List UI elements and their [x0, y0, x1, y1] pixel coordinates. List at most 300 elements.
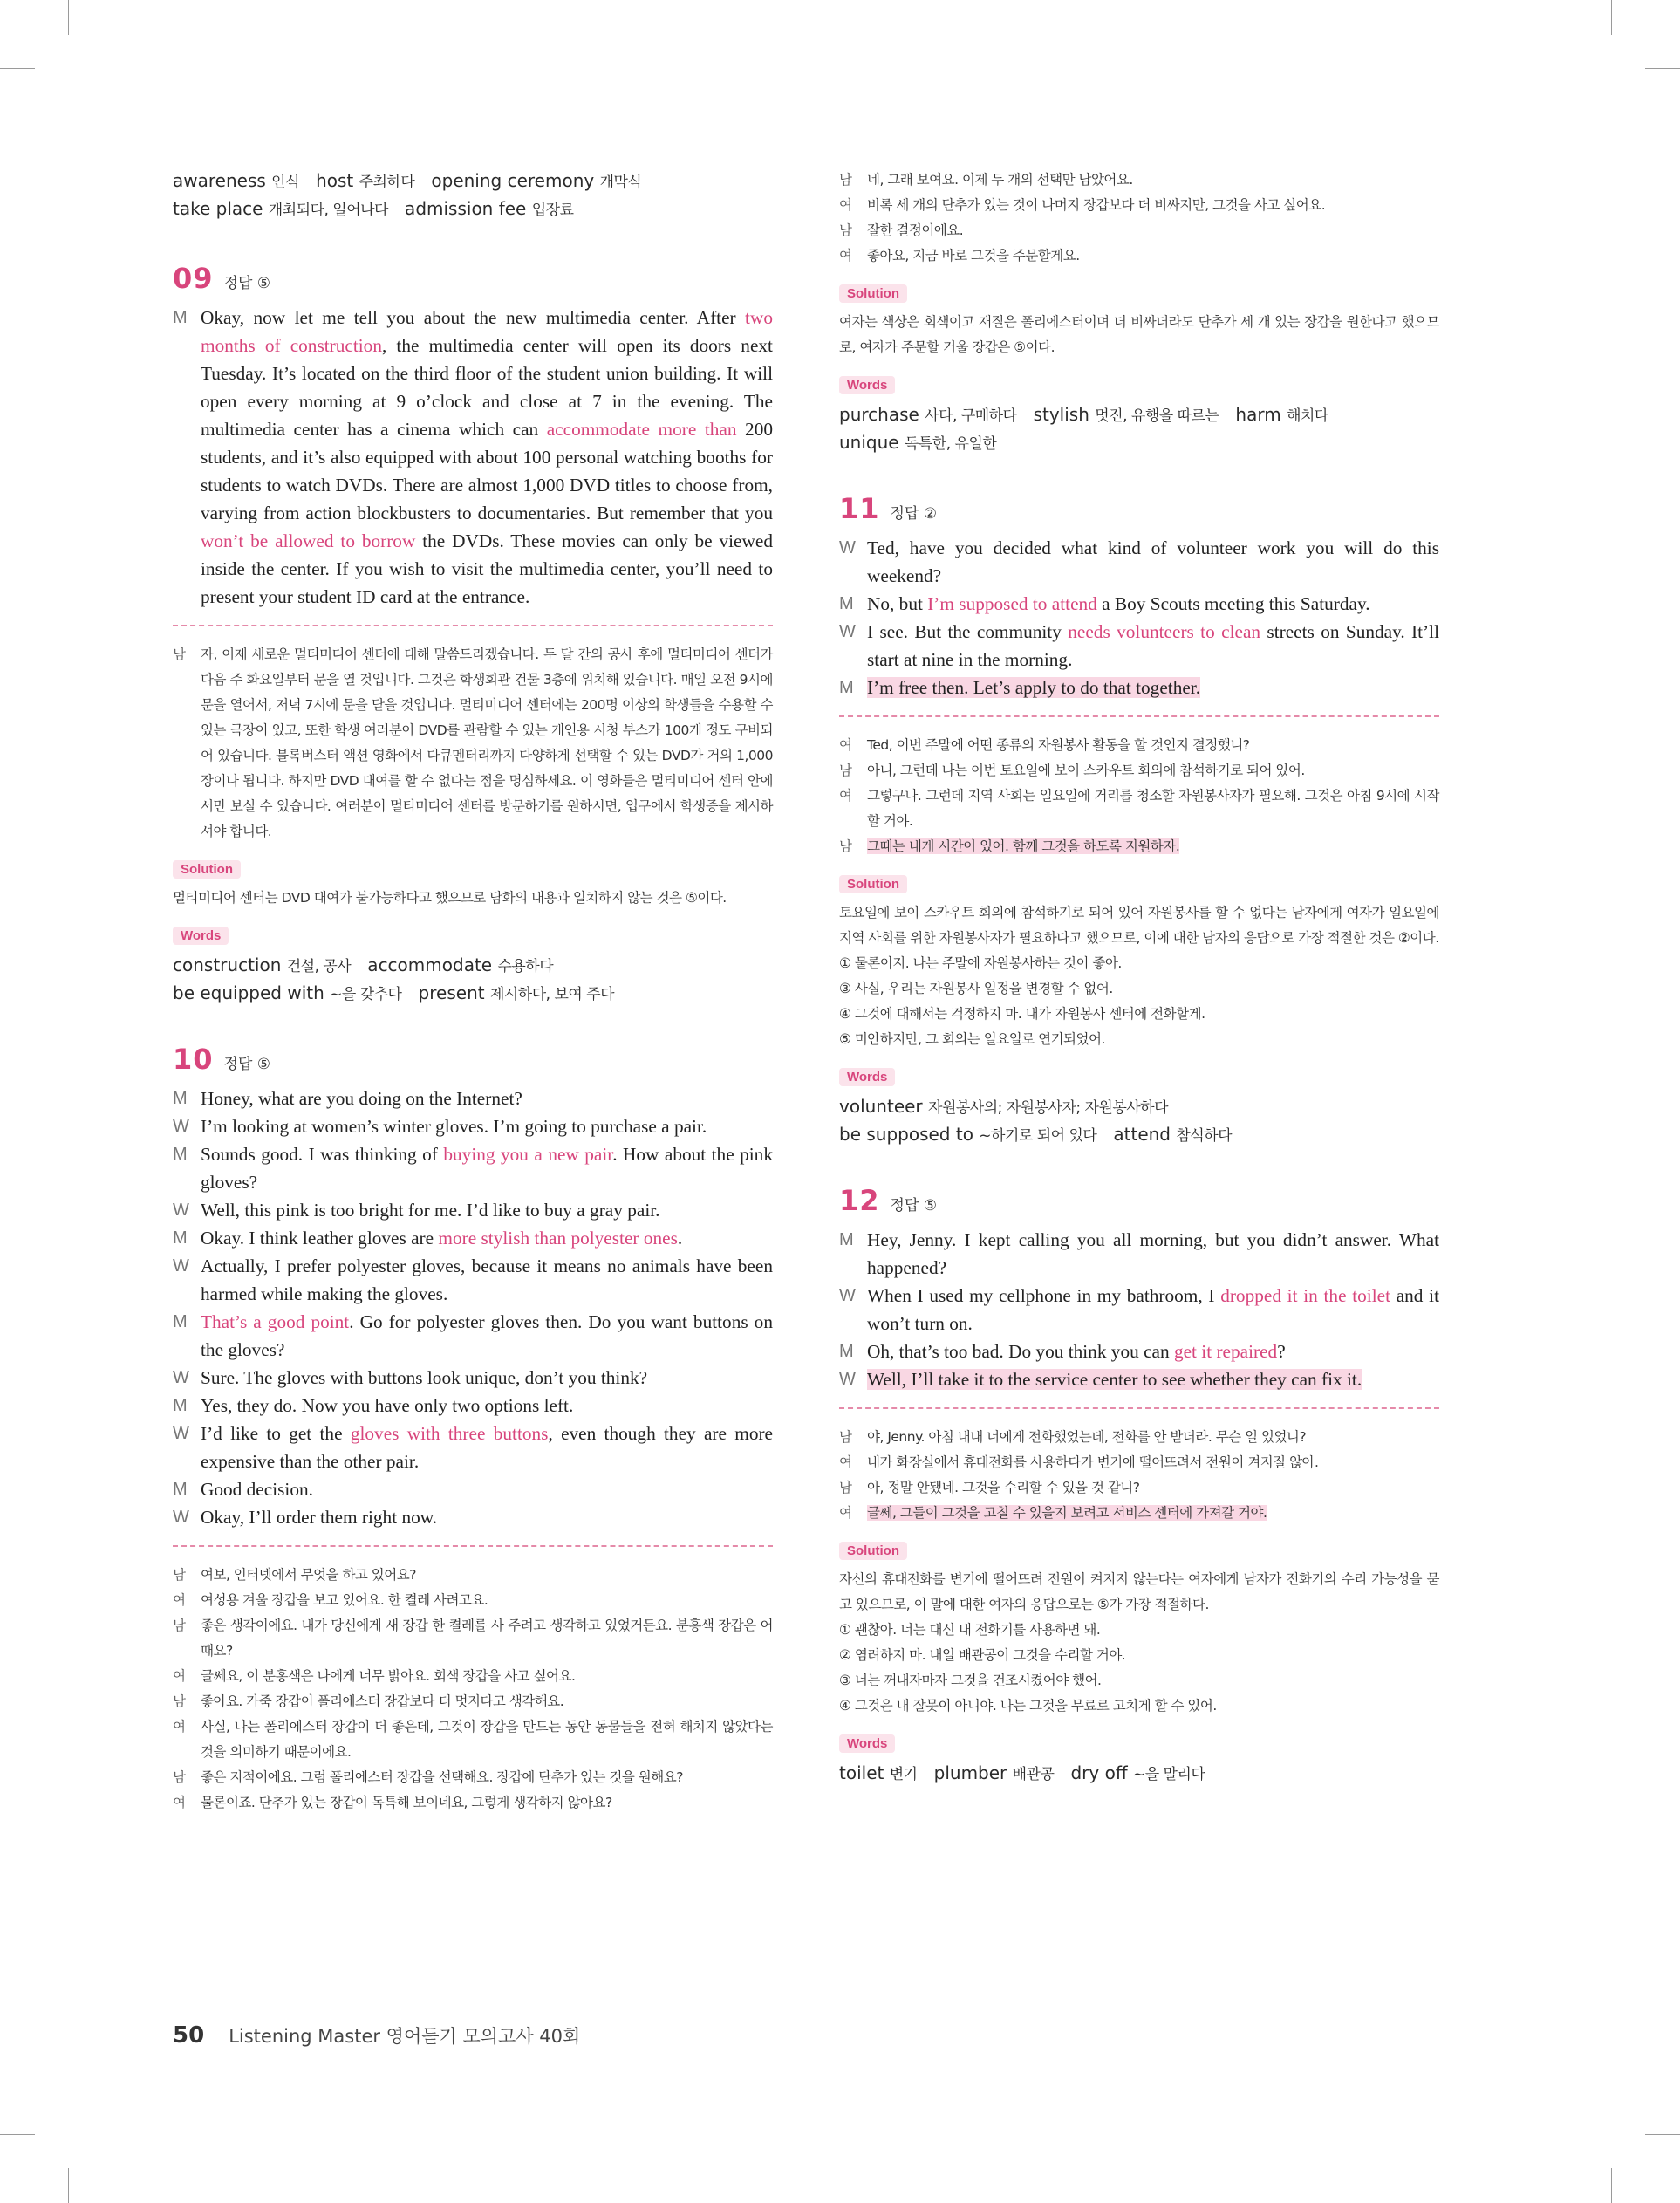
term: volunteer	[839, 1096, 929, 1117]
definition: 수용하다	[497, 958, 554, 975]
term: plumber	[917, 1762, 1013, 1783]
speaker-label: 여	[839, 1505, 852, 1521]
dialog-line	[839, 1338, 1439, 1365]
solution-text: 자신의 휴대전화를 변기에 떨어뜨려 전원이 켜지지 않는다는 여자에게 남자가 전화기의 수리 가능성을 묻고 있으므로, 이 말에 대한 여자의 응답으로는 ⑤가 가장 적절하다.	[839, 1571, 1439, 1612]
text-run: I see. But the community	[867, 621, 1069, 642]
line-text	[867, 783, 1439, 834]
highlighted-answer: I’m free then. Let’s apply to do that together.	[867, 677, 1201, 698]
speaker-label: M	[173, 1145, 188, 1164]
speaker-label: 남	[839, 222, 852, 238]
text-run: , even though they are more expensive than the other pair.	[201, 1423, 774, 1472]
text-run: and it won’t turn on.	[867, 1285, 1440, 1334]
dashed-divider	[173, 1545, 773, 1547]
term: present	[401, 982, 490, 1003]
question-number: 11	[839, 492, 880, 525]
text-run: Yes, they do. Now you have only two options left.	[201, 1395, 574, 1416]
line-text	[867, 243, 1439, 269]
definition: 사다, 구매하다	[925, 407, 1017, 425]
key-phrase: gloves with three buttons	[350, 1423, 549, 1444]
term: unique	[839, 432, 905, 453]
vocab-line	[173, 980, 773, 1008]
vocab-list	[173, 168, 773, 223]
dialog-line	[173, 1364, 773, 1392]
dialog-line	[839, 168, 1439, 193]
page-footer	[173, 2022, 580, 2049]
line-text	[201, 1588, 773, 1613]
text-run: Okay, I’ll order them right now.	[201, 1507, 438, 1528]
dialog-line	[173, 1084, 773, 1112]
dialog-line	[173, 1613, 773, 1664]
vocab-line	[839, 1760, 1439, 1788]
book-title: Listening Master 영어듣기 모의고사 40회	[229, 2026, 581, 2047]
words-tag: Words	[839, 1068, 895, 1086]
answer-label: 정답 ⑤	[223, 275, 271, 292]
text-run: 네, 그래 보여요. 이제 두 개의 선택만 남았어요.	[867, 172, 1133, 188]
text-run: Sounds good. I was thinking of	[201, 1144, 444, 1165]
speaker-label: W	[173, 1117, 189, 1136]
line-text	[201, 1252, 773, 1308]
term: construction	[173, 954, 287, 975]
speaker-label: 남	[173, 647, 186, 662]
line-text	[201, 642, 773, 845]
solution-text: 여자는 색상은 회색이고 재질은 폴리에스터이며 더 비싸더라도 단추가 세 개 있는 장갑을 원한다고 했으므로, 여자가 주문할 거울 장갑은 ⑤이다.	[839, 314, 1439, 355]
text-run: 내가 화장실에서 휴대전화를 사용하다가 변기에 떨어뜨려서 전원이 켜지질 않아.	[867, 1454, 1319, 1470]
speaker-label: 남	[173, 1769, 186, 1785]
definition: ~을 갖추다	[330, 986, 402, 1003]
text-run: , the multimedia center will open its doors next Tuesday. It’s located on the third floor of the student union building. It will open every morning at 9 o’clock and close at 7 in the evening. The multimedia center has a cinema which can	[201, 335, 773, 440]
vocab-line	[839, 401, 1439, 429]
speaker-label: M	[839, 678, 854, 697]
term: purchase	[839, 404, 925, 425]
definition: 개막식	[599, 174, 642, 191]
text-run: 물론이죠. 단추가 있는 장갑이 독특해 보이네요, 그렇게 생각하지 않아요?	[201, 1795, 612, 1810]
dialog-line	[839, 758, 1439, 783]
definition: 입장료	[531, 202, 574, 219]
solution-text: 토요일에 보이 스카우트 회의에 참석하기로 되어 있어 자원봉사를 할 수 없다는 남자에게 여자가 일요일에 지역 사회를 위한 자원봉사자가 필요하다고 했으므로, 이에 대한 남자의 응답으로 가장 적절한 것은 ②이다.	[839, 905, 1439, 946]
key-phrase: dropped it in the toilet	[1220, 1285, 1390, 1306]
solution-tag: Solution	[839, 875, 907, 893]
dialog-line	[173, 1112, 773, 1140]
line-text	[867, 618, 1439, 674]
dialog-line	[173, 1664, 773, 1689]
line-text	[867, 1450, 1439, 1475]
question-number: 12	[839, 1184, 880, 1217]
speaker-label: 여	[839, 1454, 852, 1470]
dialog-line	[839, 1501, 1439, 1526]
dialog-line	[839, 590, 1439, 618]
line-text	[201, 1664, 773, 1689]
text-run: .	[677, 1228, 683, 1249]
speaker-label: M	[173, 1228, 188, 1248]
line-text	[867, 1282, 1439, 1338]
dialog-line	[173, 1765, 773, 1790]
text-run: 아, 정말 안됐네. 그것을 수리할 수 있을 것 같니?	[867, 1480, 1140, 1495]
korean-translation	[173, 1563, 773, 1816]
key-phrase: two months of construction	[201, 307, 773, 356]
speaker-label: W	[173, 1368, 189, 1387]
text-run: 여보, 인터넷에서 무엇을 하고 있어요?	[201, 1567, 416, 1583]
line-text	[201, 1689, 773, 1714]
text-run: 자, 이제 새로운 멀티미디어 센터에 대해 말씀드리겠습니다. 두 달 간의 공사 후에 멀티미디어 센터가 다음 주 화요일부터 문을 열 것입니다. 그것은 학생회관 건물 3층에 위치해 있습니다. 매일 오전 9시에 문을 열어서, 저녁 7시에 문을 닫을 것입니다. 멀티미디어 센터에는 200명 이상의 학생들을 수용할 수 있는 극장이 있고, 또한 학생 여러분이 DVD를 관람할 수 있는 개인용 시청 부스가 100개 정도 구비되어 있습니다. 블록버스터 액션 영화에서 다큐멘터리까지 다양하게 선택할 수 있는 DVD가 거의 1,000장이나 됩니다. 하지만 DVD 대여를 할 수 없다는 점을 명심하세요. 이 영화들은 멀티미디어 센터 안에서만 보실 수 있습니다. 여러분이 멀티미디어 센터를 방문하기를 원하시면, 입구에서 학생증을 제시하셔야 합니다.	[201, 647, 773, 839]
speaker-label: 남	[839, 172, 852, 188]
text-run: Actually, I prefer polyester gloves, because it means no animals have been harmed while making the gloves.	[201, 1255, 773, 1304]
term: opening ceremony	[414, 170, 600, 191]
words-tag: Words	[839, 1734, 895, 1753]
dialogue-transcript	[839, 534, 1439, 701]
line-text	[867, 1501, 1439, 1526]
speaker-label: 남	[839, 838, 852, 854]
dialog-line	[173, 1308, 773, 1364]
dashed-divider	[173, 625, 773, 626]
term: host	[299, 170, 359, 191]
line-text	[201, 1790, 773, 1816]
dialog-line	[839, 618, 1439, 674]
speaker-label: 여	[839, 737, 852, 753]
line-text	[201, 1140, 773, 1196]
definition: ~을 말리다	[1132, 1766, 1205, 1783]
text-run: No, but	[867, 593, 928, 614]
dialog-line	[839, 1226, 1439, 1282]
speaker-label: 여	[173, 1668, 186, 1684]
question-11-header	[839, 492, 1439, 525]
dialog-line	[839, 783, 1439, 834]
text-run: . Go for polyester gloves then. Do you want buttons on the gloves?	[201, 1311, 773, 1360]
vocab-line	[839, 429, 1439, 457]
speaker-label: 남	[839, 1429, 852, 1445]
key-phrase: That’s a good point	[201, 1311, 350, 1332]
text-run: 아니, 그런데 나는 이번 토요일에 보이 스카우트 회의에 참석하기로 되어 있어.	[867, 763, 1305, 778]
dialog-line	[173, 1790, 773, 1816]
crop-mark	[1611, 2168, 1612, 2203]
dialog-line	[173, 1563, 773, 1588]
text-run: Well, this pink is too bright for me. I’d like to buy a gray pair.	[201, 1200, 660, 1221]
dialog-line	[173, 642, 773, 845]
dialog-line	[173, 304, 773, 611]
term: accommodate	[351, 954, 498, 975]
crop-mark	[0, 2134, 35, 2135]
answer-option: ③ 너는 꺼내자마자 그것을 건조시켰어야 했어.	[839, 1673, 1102, 1688]
text-run: 비록 세 개의 단추가 있는 것이 나머지 장갑보다 더 비싸지만, 그것을 사고 싶어요.	[867, 197, 1326, 213]
line-text	[867, 534, 1439, 590]
term: be equipped with	[173, 982, 331, 1003]
line-text	[867, 590, 1439, 618]
dialogue-transcript	[173, 304, 773, 611]
dialog-line	[173, 1503, 773, 1531]
answer-option: ① 물론이지. 나는 주말에 자원봉사하는 것이 좋아.	[839, 955, 1122, 971]
dialog-line	[173, 1588, 773, 1613]
speaker-label: 여	[173, 1795, 186, 1810]
line-text	[201, 1392, 773, 1420]
crop-mark	[0, 68, 35, 69]
dialogue-transcript	[173, 1084, 773, 1531]
term: admission fee	[387, 198, 532, 219]
highlighted-answer: 글쎄, 그들이 그것을 고칠 수 있을지 보려고 서비스 센터에 가져갈 거야.	[867, 1505, 1267, 1521]
dialog-line	[173, 1196, 773, 1224]
speaker-label: W	[173, 1201, 189, 1220]
crop-mark	[1645, 2134, 1680, 2135]
term: take place	[173, 198, 269, 219]
speaker-label: 여	[839, 788, 852, 804]
line-text	[867, 674, 1439, 701]
text-run: Okay, now let me tell you about the new multimedia center. After	[201, 307, 746, 328]
definition: 제시하다, 보여 주다	[489, 986, 615, 1003]
text-run: Ted, 이번 주말에 어떤 종류의 자원봉사 활동을 할 것인지 결정했니?	[867, 737, 1250, 753]
words-list	[173, 952, 773, 1008]
key-phrase: more stylish than polyester ones	[438, 1228, 678, 1249]
question-number: 09	[173, 262, 214, 295]
text-run: I’d like to get the	[201, 1423, 351, 1444]
crop-mark	[1611, 0, 1612, 35]
dialog-line	[173, 1140, 773, 1196]
question-09-header	[173, 262, 773, 295]
answer-option: ② 염려하지 마. 내일 배관공이 그것을 수리할 거야.	[839, 1647, 1126, 1663]
definition: 자원봉사의; 자원봉사자; 자원봉사하다	[928, 1099, 1169, 1117]
term: toilet	[839, 1762, 890, 1783]
line-text	[201, 1224, 773, 1252]
speaker-label: 여	[839, 197, 852, 213]
crop-mark	[68, 2168, 69, 2203]
speaker-label: 여	[839, 248, 852, 263]
dialog-line	[839, 534, 1439, 590]
text-run: Sure. The gloves with buttons look unique, don’t you think?	[201, 1367, 648, 1388]
text-run: 그렇구나. 그런데 지역 사회는 일요일에 거리를 청소할 자원봉사자가 필요해. 그것은 아침 9시에 시작할 거야.	[867, 788, 1439, 829]
text-run: 200 students, and it’s also equipped with about 100 personal watching booths for students to watch DVDs. There are almost 1,000 DVD titles to choose from, varying from action blockbusters to documentaries. But remember that you	[201, 419, 773, 523]
speaker-label: 남	[173, 1693, 186, 1709]
key-phrase: won’t be allowed to borrow	[201, 530, 416, 551]
line-text	[201, 1084, 773, 1112]
text-run: 좋은 생각이에요. 내가 당신에게 새 장갑 한 켤레를 사 주려고 생각하고 있었거든요. 분홍색 장갑은 어때요?	[201, 1618, 773, 1659]
line-text	[867, 168, 1439, 193]
right-column	[839, 168, 1439, 1788]
text-run: Hey, Jenny. I kept calling you all morning, but you didn’t answer. What happened?	[867, 1229, 1439, 1278]
speaker-label: W	[173, 1256, 189, 1276]
vocab-line	[173, 195, 773, 223]
text-run: When I used my cellphone in my bathroom, I	[867, 1285, 1221, 1306]
definition: ~하기로 되어 있다	[979, 1127, 1097, 1145]
dialog-line	[839, 218, 1439, 243]
term: dry off	[1054, 1762, 1133, 1783]
dialogue-transcript	[839, 1226, 1439, 1393]
text-run: Good decision.	[201, 1479, 313, 1500]
line-text	[867, 1425, 1439, 1450]
left-column	[173, 168, 773, 1816]
text-run: 좋은 지적이에요. 그럼 폴리에스터 장갑을 선택해요. 장갑에 단추가 있는 것을 원해요?	[201, 1769, 683, 1785]
dialog-line	[173, 1420, 773, 1475]
solution-text: 멀티미디어 센터는 DVD 대여가 불가능하다고 했으므로 담화의 내용과 일치하지 않는 것은 ⑤이다.	[173, 890, 727, 906]
words-list	[839, 401, 1439, 457]
line-text	[201, 1613, 773, 1664]
dialog-line	[839, 1282, 1439, 1338]
answer-options	[839, 1618, 1439, 1719]
dashed-divider	[839, 1407, 1439, 1409]
speaker-label: W	[173, 1424, 189, 1443]
text-run: 여성용 겨울 장갑을 보고 있어요. 한 켤레 사려고요.	[201, 1592, 488, 1608]
term: attend	[1096, 1124, 1177, 1145]
key-phrase: I’m supposed to attend	[927, 593, 1097, 614]
dialog-line	[839, 1450, 1439, 1475]
speaker-label: 여	[173, 1719, 186, 1734]
answer-option: ① 괜찮아. 너는 대신 내 전화기를 사용하면 돼.	[839, 1622, 1101, 1638]
answer-options	[839, 951, 1439, 1052]
words-list	[839, 1093, 1439, 1149]
speaker-label: M	[173, 1396, 188, 1415]
dialog-line	[839, 1425, 1439, 1450]
korean-translation	[839, 733, 1439, 859]
text-run: Oh, that’s too bad. Do you think you can	[867, 1341, 1174, 1362]
term: stylish	[1016, 404, 1096, 425]
korean-translation	[173, 642, 773, 845]
term: be supposed to	[839, 1124, 980, 1145]
answer-label: 정답 ②	[890, 505, 938, 523]
crop-mark	[1645, 68, 1680, 69]
line-text	[201, 1364, 773, 1392]
definition: 배관공	[1012, 1766, 1055, 1783]
line-text	[867, 193, 1439, 218]
line-text	[201, 1420, 773, 1475]
key-phrase: accommodate more than	[546, 419, 737, 440]
crop-mark	[68, 0, 69, 35]
definition: 멋진, 유행을 따르는	[1095, 407, 1219, 425]
speaker-label: M	[839, 1342, 854, 1361]
line-text	[867, 758, 1439, 783]
definition: 건설, 공사	[286, 958, 352, 975]
speaker-label: W	[839, 1286, 856, 1305]
line-text	[867, 1475, 1439, 1501]
dialog-line	[839, 733, 1439, 758]
dialog-line	[173, 1689, 773, 1714]
text-run: 글쎄요, 이 분홍색은 나에게 너무 밝아요. 회색 장갑을 사고 싶어요.	[201, 1668, 576, 1684]
speaker-label: 남	[173, 1567, 186, 1583]
text-run: streets on Sunday. It’ll start at nine in the morning.	[867, 621, 1439, 670]
line-text	[201, 1475, 773, 1503]
speaker-label: 남	[839, 1480, 852, 1495]
words-tag: Words	[839, 376, 895, 394]
line-text	[201, 1503, 773, 1531]
vocab-line	[173, 952, 773, 980]
line-text	[201, 1714, 773, 1765]
line-text	[201, 1563, 773, 1588]
definition: 독특한, 유일한	[904, 435, 997, 453]
definition: 참석하다	[1176, 1127, 1233, 1145]
text-run: I’m looking at women’s winter gloves. I’m going to purchase a pair.	[201, 1116, 707, 1137]
question-10-header	[173, 1043, 773, 1076]
term: awareness	[173, 170, 272, 191]
key-phrase: buying you a new pair	[443, 1144, 613, 1165]
speaker-label: W	[839, 622, 856, 641]
term: harm	[1219, 404, 1287, 425]
answer-option: ③ 사실, 우리는 자원봉사 일정을 변경할 수 없어.	[839, 981, 1113, 996]
dialog-line	[839, 1475, 1439, 1501]
speaker-label: M	[173, 1089, 188, 1108]
speaker-label: 남	[173, 1618, 186, 1633]
speaker-label: 남	[839, 763, 852, 778]
line-text	[201, 1308, 773, 1364]
words-tag: Words	[173, 927, 229, 945]
dialog-line	[173, 1392, 773, 1420]
speaker-label: M	[839, 1230, 854, 1249]
definition: 인식	[271, 174, 299, 191]
answer-label: 정답 ⑤	[890, 1197, 938, 1214]
dialog-line	[173, 1475, 773, 1503]
definition: 주최하다	[359, 174, 415, 191]
answer-option: ⑤ 미안하지만, 그 회의는 일요일로 연기되었어.	[839, 1031, 1105, 1047]
answer-option: ④ 그것은 내 잘못이 아니야. 나는 그것을 무료로 고치게 할 수 있어.	[839, 1698, 1217, 1714]
text-run: Ted, have you decided what kind of volunteer work you will do this weekend?	[867, 537, 1439, 586]
text-run: 사실, 나는 폴리에스터 장갑이 더 좋은데, 그것이 장갑을 만드는 동안 동물들을 전혀 해치지 않았다는 것을 의미하기 때문이에요.	[201, 1719, 773, 1760]
line-text	[201, 1196, 773, 1224]
highlighted-answer: 그때는 내게 시간이 있어. 함께 그것을 하도록 지원하자.	[867, 838, 1180, 854]
question-number: 10	[173, 1043, 214, 1076]
speaker-label: 여	[173, 1592, 186, 1608]
dialog-line	[173, 1714, 773, 1765]
dialog-line	[839, 193, 1439, 218]
korean-translation-continued	[839, 168, 1439, 269]
key-phrase: get it repaired	[1173, 1341, 1278, 1362]
definition: 개최되다, 일어나다	[268, 202, 388, 219]
text-run: 좋아요. 가죽 장갑이 폴리에스터 장갑보다 더 멋지다고 생각해요.	[201, 1693, 564, 1709]
question-12-header	[839, 1184, 1439, 1217]
line-text	[867, 1365, 1439, 1393]
speaker-label: W	[839, 1370, 856, 1389]
text-run: 좋아요, 지금 바로 그것을 주문할게요.	[867, 248, 1080, 263]
dialog-line	[839, 1365, 1439, 1393]
korean-translation	[839, 1425, 1439, 1526]
definition: 변기	[889, 1766, 918, 1783]
text-run: a Boy Scouts meeting this Saturday.	[1096, 593, 1370, 614]
dialog-line	[173, 1252, 773, 1308]
speaker-label: M	[173, 308, 188, 327]
key-phrase: needs volunteers to clean	[1068, 621, 1261, 642]
line-text	[867, 1338, 1439, 1365]
line-text	[867, 733, 1439, 758]
vocab-line	[173, 168, 773, 195]
line-text	[867, 834, 1439, 859]
speaker-label: M	[839, 594, 854, 613]
text-run: 잘한 결정이에요.	[867, 222, 964, 238]
dashed-divider	[839, 715, 1439, 717]
speaker-label: M	[173, 1312, 188, 1331]
text-run: ?	[1277, 1341, 1286, 1362]
line-text	[867, 218, 1439, 243]
line-text	[201, 304, 773, 611]
definition: 해치다	[1287, 407, 1328, 425]
solution-tag: Solution	[839, 1542, 907, 1560]
dialog-line	[839, 243, 1439, 269]
line-text	[201, 1765, 773, 1790]
speaker-label: W	[839, 538, 856, 558]
vocab-line	[839, 1121, 1439, 1149]
answer-option: ④ 그것에 대해서는 걱정하지 마. 내가 자원봉사 센터에 전화할게.	[839, 1006, 1205, 1022]
words-list	[839, 1760, 1439, 1788]
text-run: 야, Jenny. 아침 내내 너에게 전화했었는데, 전화를 안 받더라. 무슨 일 있었니?	[867, 1429, 1307, 1445]
line-text	[867, 1226, 1439, 1282]
speaker-label: M	[173, 1480, 188, 1499]
vocab-line	[839, 1093, 1439, 1121]
dialog-line	[839, 834, 1439, 859]
dialog-line	[173, 1224, 773, 1252]
text-run: Honey, what are you doing on the Internet?	[201, 1088, 522, 1109]
text-run: Okay. I think leather gloves are	[201, 1228, 439, 1249]
answer-label: 정답 ⑤	[223, 1056, 271, 1073]
text-run: the DVDs. These movies can only be viewed inside the center. If you wish to visit the multimedia center, you’ll need to present your student ID card at the entrance.	[201, 530, 773, 607]
line-text	[201, 1112, 773, 1140]
speaker-label: W	[173, 1508, 189, 1527]
solution-tag: Solution	[173, 860, 241, 879]
dialog-line	[839, 674, 1439, 701]
solution-tag: Solution	[839, 284, 907, 303]
highlighted-answer: Well, I’ll take it to the service center to see whether they can fix it.	[867, 1369, 1362, 1390]
text-run: . How about the pink gloves?	[201, 1144, 773, 1193]
